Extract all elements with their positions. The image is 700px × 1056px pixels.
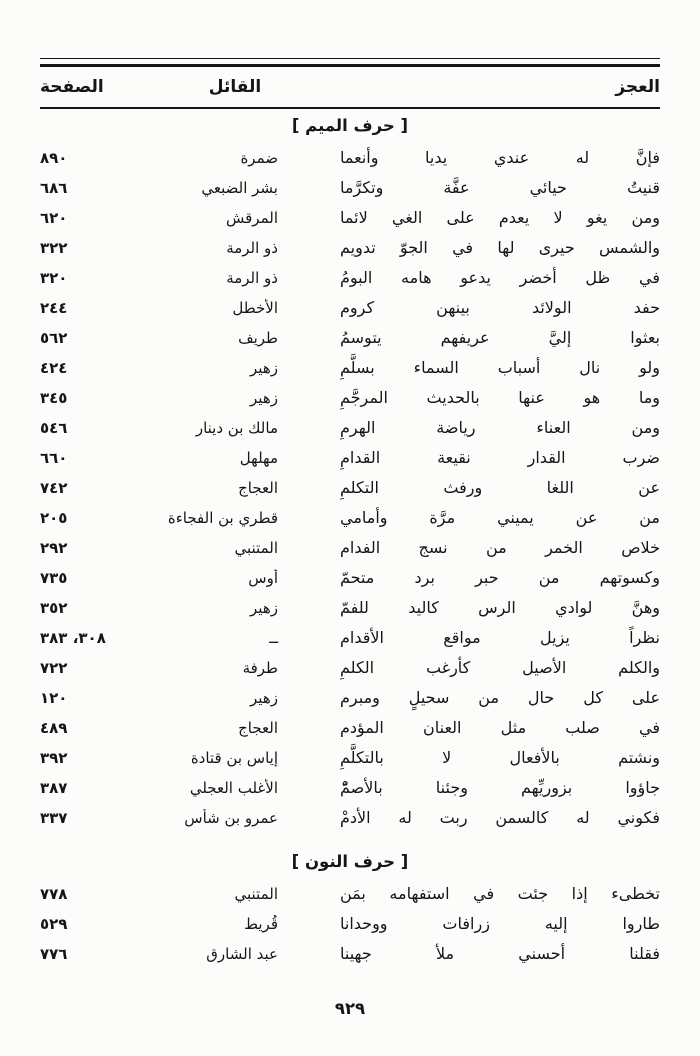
index-row: [40, 173, 660, 203]
column-header-page: الصفحة: [40, 77, 104, 97]
verse-text: طاروا إليه زرافات ووحدانا: [340, 914, 660, 933]
page-number: ٣٠٨، ٣٨٣: [40, 629, 106, 647]
page-number: ٢٩٢: [40, 539, 68, 557]
letter-section-title: [ حرف النون ]: [291, 852, 409, 871]
verse-text: قنيتُ حيائي عفَّة وتكرَّما: [340, 178, 660, 197]
page-number: ٥٦٢: [40, 329, 68, 347]
verse-text: في ظل أخضر يدعو هامه البومُ: [340, 268, 660, 287]
verse-text: عن اللغا ورفث التكلمِ: [340, 478, 660, 497]
page-number: ٢٠٥: [40, 509, 68, 527]
index-sections: [40, 109, 660, 969]
index-row: [40, 623, 660, 653]
poet-name: الأخطل: [232, 299, 278, 317]
poet-name: العجاج: [238, 479, 278, 497]
poet-name: طريف: [238, 329, 278, 347]
poet-name: عبد الشارق: [206, 945, 278, 963]
page-number: ٥٤٦: [40, 419, 68, 437]
index-row: [40, 593, 660, 623]
page-number: ٧٣٥: [40, 569, 68, 587]
letter-section: [40, 109, 660, 833]
poet-name: طرفة: [242, 659, 278, 677]
column-header-verse: العجز: [615, 77, 660, 97]
header-top-rule: [40, 58, 660, 67]
verse-text: ومن يغو لا يعدم على الغي لائما: [340, 208, 660, 227]
poet-name: ضمرة: [240, 149, 278, 167]
poet-name: أوس: [248, 569, 278, 587]
index-row: [40, 293, 660, 323]
poet-name: عمرو بن شأس: [184, 809, 278, 827]
index-row: [40, 443, 660, 473]
index-row: [40, 653, 660, 683]
page-number: ٢٤٤: [40, 299, 68, 317]
poet-name: إياس بن قتادة: [190, 749, 278, 767]
verse-text: فكوني له كالسمن ربت له الأدمْ: [340, 808, 660, 827]
page-number: ٥٢٩: [40, 915, 68, 933]
page-number: ٣٣٧: [40, 809, 68, 827]
verse-text: خلاص الخمر من نسج الفدام: [340, 538, 660, 557]
page-number: ٤٨٩: [40, 719, 68, 737]
index-table-header: [40, 67, 660, 107]
verse-text: فقلنا أحسني ملأ جهينا: [340, 944, 660, 963]
page-number: ٨٩٠: [40, 149, 68, 167]
verse-text: فإنَّ له عندي يديا وأنعما: [340, 148, 660, 167]
letter-section-title: [ حرف الميم ]: [291, 116, 409, 135]
poet-name: المتنبي: [234, 539, 278, 557]
page-number: ٧٢٢: [40, 659, 68, 677]
page-number: ٣٢٠: [40, 269, 68, 287]
index-row: [40, 743, 660, 773]
poet-name: الأغلب العجلي: [189, 779, 278, 797]
poet-name: مهلهل: [239, 449, 278, 467]
page-number: ٣٥٢: [40, 599, 68, 617]
page-number: ٦٢٠: [40, 209, 68, 227]
index-row: [40, 233, 660, 263]
index-row: [40, 939, 660, 969]
verse-text: بعثوا إليَّ عريفهم يتوسمُ: [340, 328, 660, 347]
poet-name: زهير: [250, 389, 278, 407]
page-number: ٦٨٦: [40, 179, 68, 197]
verse-text: ومن العناء رياضة الهرمِ: [340, 418, 660, 437]
poet-name: المتنبي: [234, 885, 278, 903]
index-row: [40, 879, 660, 909]
letter-section-rows: [40, 879, 660, 969]
index-row: [40, 683, 660, 713]
poet-name: زهير: [250, 599, 278, 617]
poet-name: زهير: [250, 359, 278, 377]
verse-text: نظراً يزيل مواقع الأقدام: [340, 628, 660, 647]
page-number: ٦٦٠: [40, 449, 68, 467]
index-row: [40, 143, 660, 173]
poet-name: قُريط: [244, 915, 278, 933]
index-row: [40, 713, 660, 743]
index-row: [40, 563, 660, 593]
poet-name: ــ: [269, 629, 278, 647]
index-row: [40, 473, 660, 503]
poet-name: زهير: [250, 689, 278, 707]
page-number: ٣٩٢: [40, 749, 68, 767]
verse-text: على كل حال من سحيلٍ ومبرم: [340, 688, 660, 707]
verse-text: والكلم الأصيل كأرغب الكلمِ: [340, 658, 660, 677]
page-number: ٤٢٤: [40, 359, 68, 377]
page-number: ١٢٠: [40, 689, 68, 707]
poet-name: المرقش: [226, 209, 278, 227]
poet-name: بشر الضبعي: [201, 179, 278, 197]
index-row: [40, 383, 660, 413]
page-number: ٧٧٨: [40, 885, 68, 903]
index-row: [40, 533, 660, 563]
page-number: ٧٧٦: [40, 945, 68, 963]
verse-text: والشمس حيرى لها في الجوّ تدويم: [340, 238, 660, 257]
column-header-poet: القائل: [208, 77, 262, 97]
verse-text: حفد الولائد بينهن كروم: [340, 298, 660, 317]
index-row: [40, 263, 660, 293]
index-row: [40, 503, 660, 533]
verse-text: وكسوتهم من حبر برد متحمّ: [340, 568, 660, 587]
verse-text: في صلب مثل العنان المؤدم: [340, 718, 660, 737]
page-number: ٧٤٢: [40, 479, 68, 497]
verse-text: ولو نال أسباب السماء بسلَّمِ: [340, 358, 660, 377]
index-row: [40, 203, 660, 233]
letter-section: [40, 845, 660, 969]
poet-name: مالك بن دينار: [195, 419, 278, 437]
poet-name: العجاج: [238, 719, 278, 737]
index-row: [40, 323, 660, 353]
footer-page-number: ٩٢٩: [334, 999, 366, 1018]
poet-name: ذو الرمة: [226, 239, 278, 257]
page-number: ٣٤٥: [40, 389, 68, 407]
verse-text: من عن يميني مرَّة وأمامي: [340, 508, 660, 527]
page-number: ٣٨٧: [40, 779, 68, 797]
index-row: [40, 353, 660, 383]
index-row: [40, 773, 660, 803]
page-number: ٣٢٢: [40, 239, 68, 257]
index-row: [40, 413, 660, 443]
index-row: [40, 909, 660, 939]
verse-text: تخطىء إذا جئت في استفهامه بمَن: [340, 884, 660, 903]
index-row: [40, 803, 660, 833]
verse-text: جاؤوا بزوريِّهم وجئنا بالأصمّْ: [340, 778, 660, 797]
verse-text: ضرب القدار نقيعة القدامِ: [340, 448, 660, 467]
poet-name: ذو الرمة: [226, 269, 278, 287]
poet-name: قطري بن الفجاءة: [167, 509, 278, 527]
verse-text: وما هو عنها بالحديث المرجَّمِ: [340, 388, 660, 407]
verse-text: ونشتم بالأفعال لا بالتكلَّمِ: [340, 748, 660, 767]
verse-text: وهنَّ لوادي الرس كاليد للفمّ: [340, 598, 660, 617]
letter-section-rows: [40, 143, 660, 833]
